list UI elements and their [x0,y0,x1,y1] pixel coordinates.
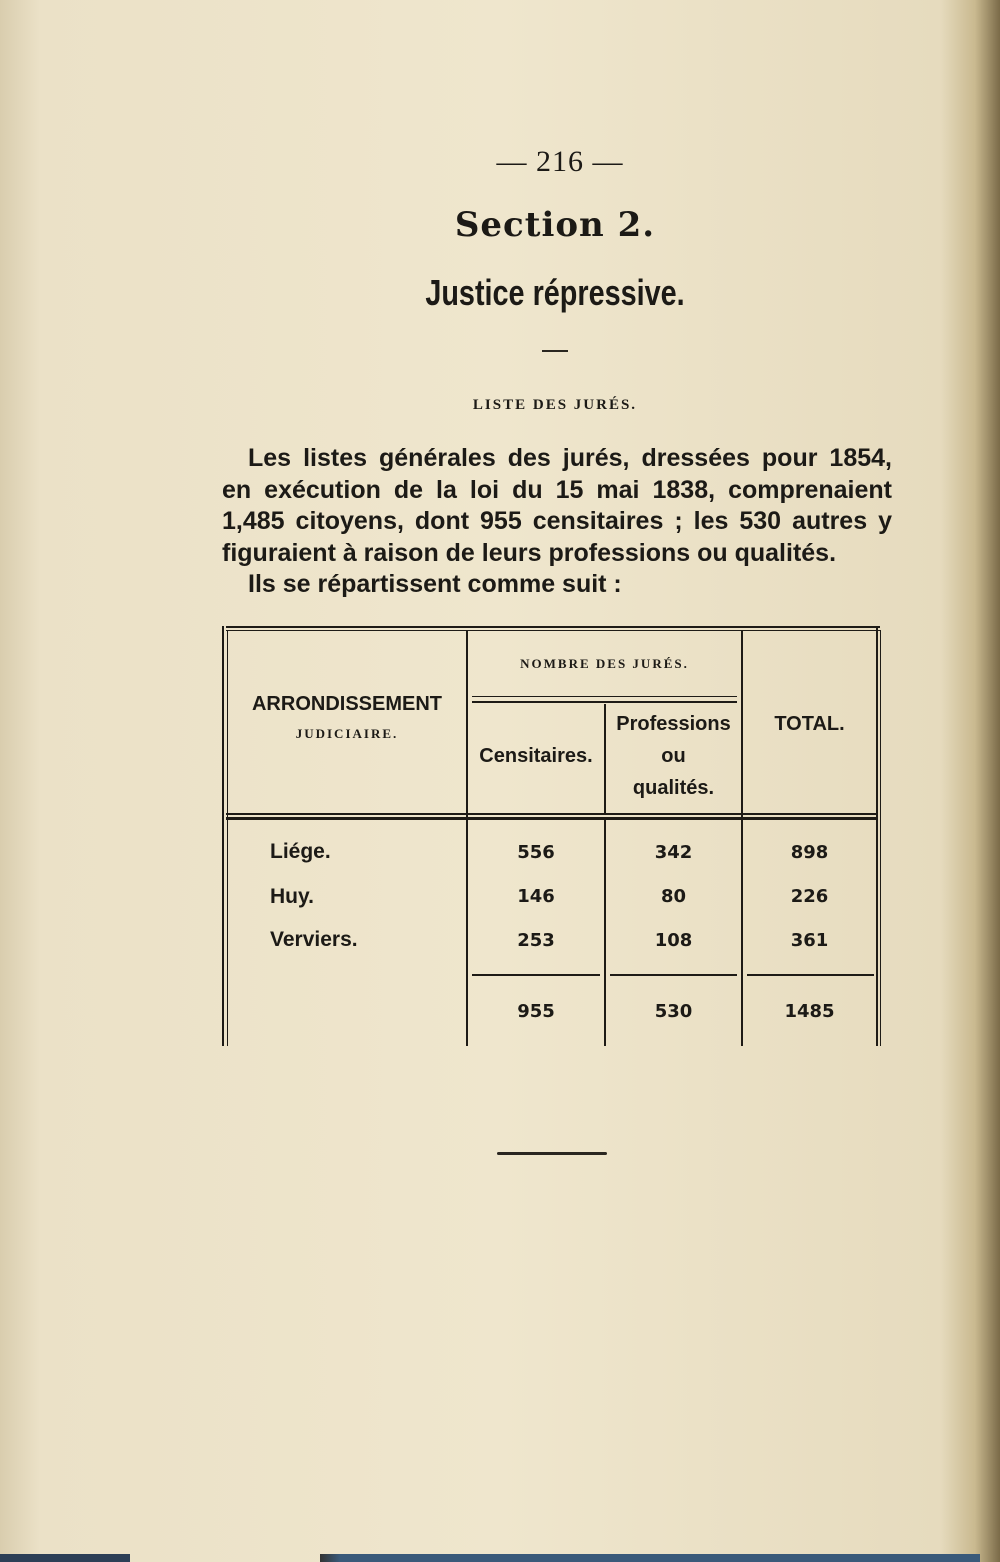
header-censitaires: Censitaires. [479,745,593,767]
row-total: 226 [790,886,829,907]
row-total: 361 [790,930,829,951]
row-professions: 342 [654,842,693,863]
group-rule-1 [472,696,737,697]
table-top-rule-2 [226,630,880,631]
total-total: 1485 [784,1001,835,1022]
header-nombre-jures: NOMBRE DES JURÉS. [520,656,689,671]
header-total: TOTAL. [774,713,845,735]
decorative-rule [497,1152,607,1155]
header-qualites: qualités. [632,777,715,799]
page-number: — 216 — [496,145,624,178]
row-total: 898 [790,842,829,863]
header-bottom-rule-2 [226,817,878,820]
row-censitaires: 253 [517,930,555,951]
short-rule [542,350,568,352]
paragraph-split: Ils se répartissent comme suit : [248,570,622,598]
total-professions: 530 [654,1001,693,1022]
col-rule-1 [466,630,468,1046]
list-heading: LISTE DES JURÉS. [472,397,638,413]
table-left-rule [222,626,224,1046]
paragraph-intro: Les listes générales des jurés, dressées pour 1854, en exécution de la loi du 15 mai 1838, comprenaient 1,485 citoyens, dont 955 censitaires ; les 530 autres y figuraient à raison de leurs professions ou qualités. [222,444,892,567]
header-professions: Professions [616,713,731,735]
row-professions: 108 [654,930,693,951]
total-rule-1 [472,974,600,976]
group-rule-2 [472,701,737,703]
total-rule-2 [610,974,737,976]
row-name: Liége. [270,840,331,863]
table-top-rule [226,626,880,628]
table-right-rule [876,626,878,1046]
section-title: Section 2. [454,205,656,245]
header-arrondissement: ARRONDISSEMENT [251,693,442,715]
table-right-rule-2 [880,630,881,1046]
jury-table [222,626,880,1046]
row-censitaires: 556 [517,842,555,863]
row-name: Verviers. [270,928,358,951]
header-judiciaire: JUDICIAIRE. [295,726,399,741]
col-rule-3 [741,630,743,1046]
total-rule-3 [747,974,874,976]
row-professions: 80 [660,886,687,907]
header-bottom-rule [226,813,878,815]
row-censitaires: 146 [517,886,555,907]
scan-edge [0,1554,1000,1562]
header-ou: ou [661,745,686,767]
row-name: Huy. [270,885,314,908]
subtitle: Justice répressive. [425,272,685,313]
total-censitaires: 955 [517,1001,555,1022]
